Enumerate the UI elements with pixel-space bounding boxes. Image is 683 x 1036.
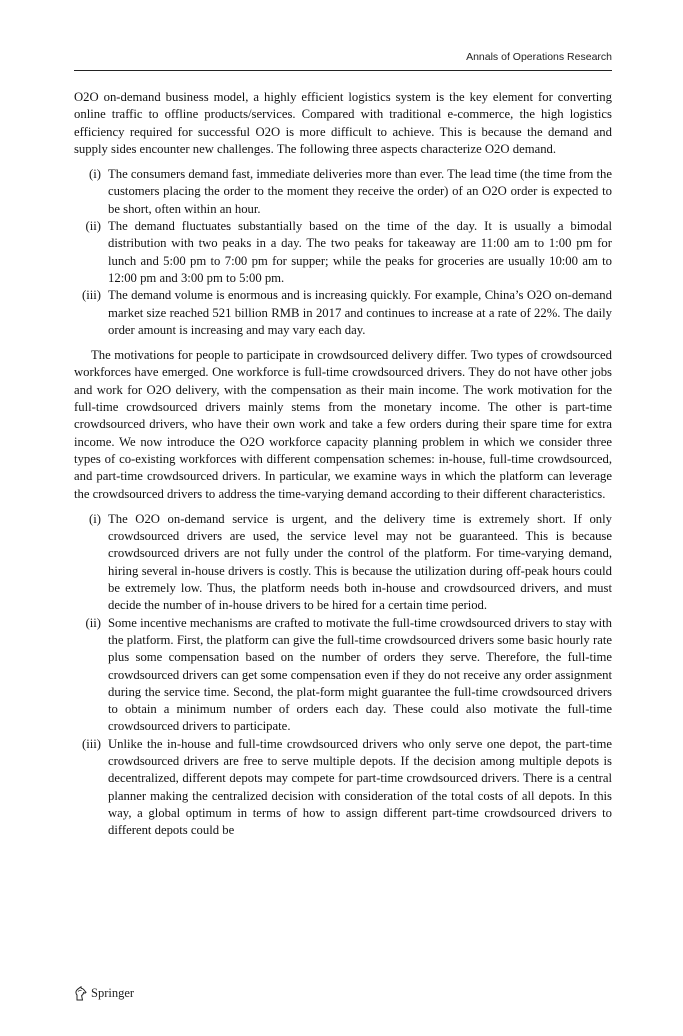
paragraph-2: The motivations for people to participate in crowdsourced delivery differ. Two types of crowdsourced workforces have emerged. One workforce is full-time crowdsourced drivers. They do not have other jobs and work for O2O delivery, with the compensation as their main income. The work motivation for the full-time crowdsourced drivers mainly stems from the monetary income. The other is part-time crowdsourced drivers, who have their own work and take a few orders during their spare time for extra income. We now introduce the O2O workforce capacity planning problem in which we consider three types of co-existing workforces with different compensation schemes: in-house, full-time crowdsourced, and part-time crowdsourced drivers. In particular, we examine ways in which the platform can leverage the crowdsourced drivers to address the time-varying demand according to their different characteristics. [74, 348, 612, 501]
list-number: (iii) [81, 736, 101, 751]
list-text: Some incentive mechanisms are crafted to motivate the full-time crowdsourced drivers to stay with the platform. First, the platform can give the full-time crowdsourced drivers some basic hourly rate plus some compensation based on the number of orders they serve. Therefore, the full-time crowdsourced drivers can get some compensation even if they do not receive any order assignment during the service time. Second, the plat-form might guarantee the full-time crowdsourced drivers to obtain a minimum number of orders each day. These could also motivate the full-time crowdsourced drivers to participate. [108, 615, 612, 734]
list-text: Unlike the in-house and full-time crowdsourced drivers who only serve one depot, the part-time crowdsourced drivers are free to serve multiple depots. If the decision among multiple depots is decentralized, different depots may compete for part-time crowdsourced drivers. There is a central planner making the centralized decision with consideration of the total costs of all depots. In this way, a global optimum in terms of how to assign different part-time crowdsourced drivers to different depots could be [108, 736, 612, 838]
list-item [74, 218, 612, 287]
demand-aspects-list [74, 166, 612, 339]
running-head: Annals of Operations Research [466, 51, 612, 63]
list-number: (i) [89, 167, 101, 182]
list-number: (ii) [85, 219, 101, 234]
list-text: The consumers demand fast, immediate deliveries more than ever. The lead time (the time from the customers placing the order to the moment they receive the order) of an O2O order is expected to be short, often within an hour. [108, 167, 612, 216]
list-item [74, 287, 612, 339]
header-rule [74, 70, 612, 71]
list-item [74, 511, 612, 615]
characteristics-list [74, 511, 612, 840]
list-text: The O2O on-demand service is urgent, and the delivery time is extremely short. If only crowdsourced drivers are used, the service level may not be guaranteed. This is because crowdsourced drivers are not fully under the control of the platform. For time-varying demand, hiring several in-house drivers is costly. This is because the utilization during off-peak hours could be extremely low. Thus, the platform needs both in-house and crowdsourced drivers, and must decide the number of in-house drivers to be hired for a certain time period. [108, 511, 612, 613]
list-text: The demand volume is enormous and is increasing quickly. For example, China’s O2O on-demand market size reached 521 billion RMB in 2017 and continues to increase at a rate of 22%. The daily order amount is increasing and may vary each day. [108, 288, 612, 337]
publisher-name: Springer [91, 986, 135, 1000]
list-item [74, 736, 612, 840]
list-number: (iii) [81, 288, 101, 303]
list-number: (i) [89, 511, 101, 526]
list-item [74, 166, 612, 218]
list-number: (ii) [85, 615, 101, 630]
list-item [74, 615, 612, 736]
springer-horse-icon [74, 986, 87, 1001]
body-text [74, 89, 612, 847]
footer [74, 986, 134, 1001]
paragraph-1: O2O on-demand business model, a highly efficient logistics system is the key element for converting online traffic to offline products/services. Compared with traditional e-commerce, the high logistics efficiency required for successful O2O is more difficult to achieve. This is because the demand and supply sides encounter new challenges. The following three aspects characterize O2O demand. [74, 90, 612, 156]
list-text: The demand fluctuates substantially based on the time of the day. It is usually a bimodal distribution with two peaks in a day. The two peaks for takeaway are 11:00 am to 1:00 pm for lunch and 5:00 pm to 7:00 pm for supper; while the peaks for groceries are usually 10:00 am to 12:00 pm and 3:00 pm to 5:00 pm. [108, 219, 612, 285]
